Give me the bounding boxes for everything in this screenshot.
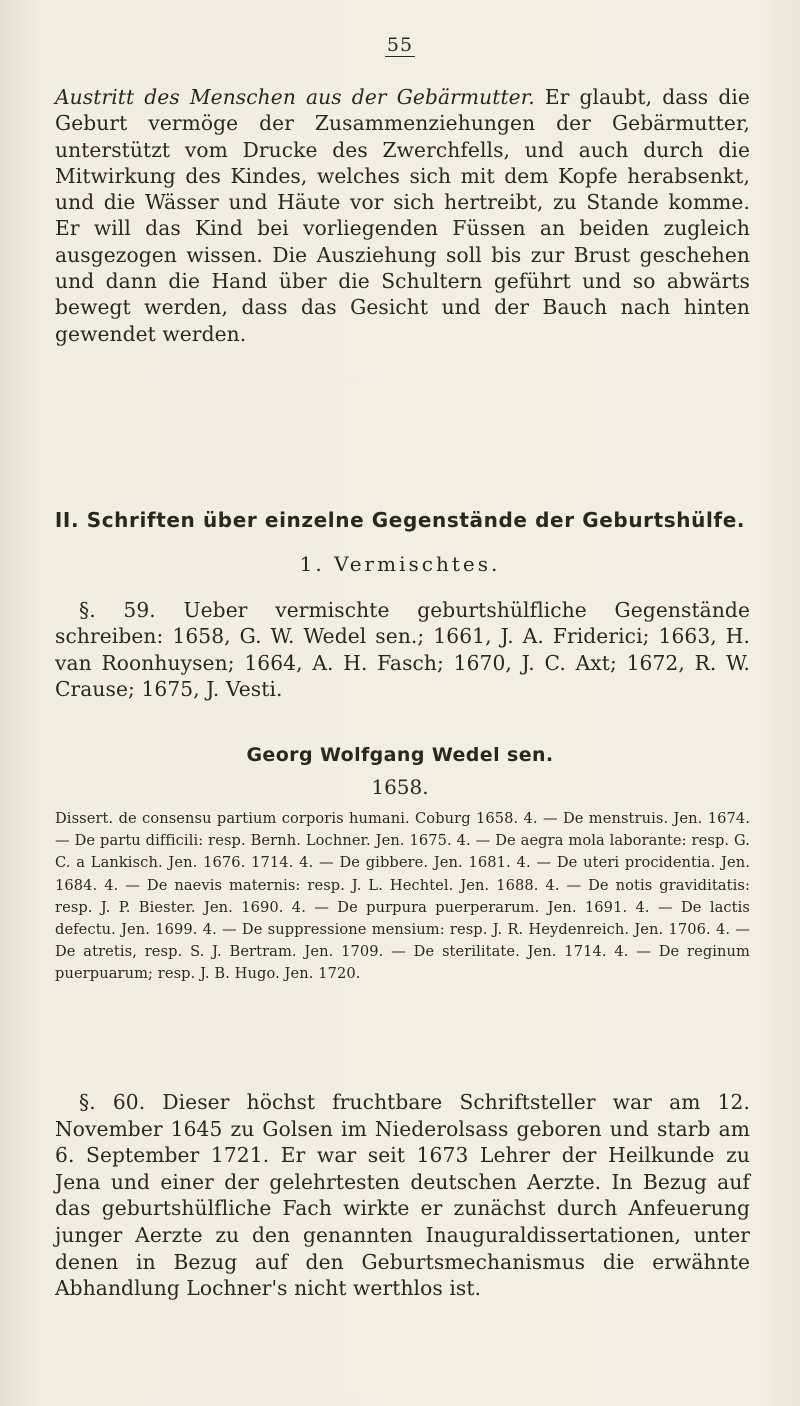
section-title: II. Schriften über einzelne Gegenstände der Geburtshülfe. xyxy=(54,508,746,532)
paragraph-59: §. 59. Ueber vermischte geburtshülfliche Gegenstände schreiben: 1658, G. W. Wedel sen.; 1661, J. A. Friderici; 1663, H. van Roonhuysen; 1664, A. H. Fasch; 1670, J. C. Axt; 1672, R. W. Crause; 1675, J. Vesti. xyxy=(55,598,750,701)
subsection-title: 1. Vermischtes. xyxy=(299,552,501,576)
page-number: 55 xyxy=(386,34,414,56)
dissertation-list: Dissert. de consensu partium corporis humani. Coburg 1658. 4. — De menstruis. Jen. 1674. — De partu difficili: resp. Bernh. Lochner. Jen. 1675. 4. — De aegra mola laborante: resp. G. C. a Lankisch. Jen. 1676. 1714. 4. — De gibbere. Jen. 1681. 4. — De uteri procidentia. Jen. 1684. 4. — De naevis maternis: resp. J. L. Hechtel. Jen. 1688. 4. — De notis graviditatis: resp. J. P. Biester. Jen. 1690. 4. — De purpura puerperarum. Jen. 1691. 4. — De lactis defectu. Jen. 1699. 4. — De suppressione mensium: resp. J. R. Heydenreich. Jen. 1706. 4. — De atretis, resp. S. J. Bertram. Jen. 1709. — De sterilitate. Jen. 1714. 4. — De reginum puerpuarum; resp. J. B. Hugo. Jen. 1720. xyxy=(55,810,750,983)
intro-italic-lead: Austritt des Menschen aus der Gebärmutter. xyxy=(55,85,535,109)
intro-paragraph xyxy=(55,84,750,347)
intro-paragraph-text: Er glaubt, dass die Geburt vermöge der Zusammenziehungen der Gebärmutter, unterstützt vom Drucke des Zwerchfells, und auch durch die Mitwirkung des Kindes, welches sich mit dem Kopfe herabsenkt, und die Wässer und Häute vor sich hertreibt, zu Stande komme. Er will das Kind bei vorliegenden Füssen an beiden zugleich ausgezogen wissen. Die Ausziehung soll bis zur Brust geschehen und dann die Hand über die Schultern geführt und so abwärts bewegt werden, dass das Gesicht und der Bauch nach hinten gewendet werden. xyxy=(55,85,750,346)
person-heading: Georg Wolfgang Wedel sen. xyxy=(246,744,554,766)
paragraph-60: §. 60. Dieser höchst fruchtbare Schriftsteller war am 12. November 1645 zu Golsen im Niederolsass geboren und starb am 6. September 1721. Er war seit 1673 Lehrer der Heilkunde zu Jena und einer der gelehrtesten deutschen Aerzte. In Bezug auf das geburtshülfliche Fach wirkte er zunächst durch Anfeuerung junger Aerzte zu den genannten Inauguraldissertationen, unter denen in Bezug auf den Geburtsmechanismus die erwähnte Abhandlung Lochner's nicht werthlos ist. xyxy=(55,1090,750,1301)
year-heading: 1658. xyxy=(371,775,429,799)
